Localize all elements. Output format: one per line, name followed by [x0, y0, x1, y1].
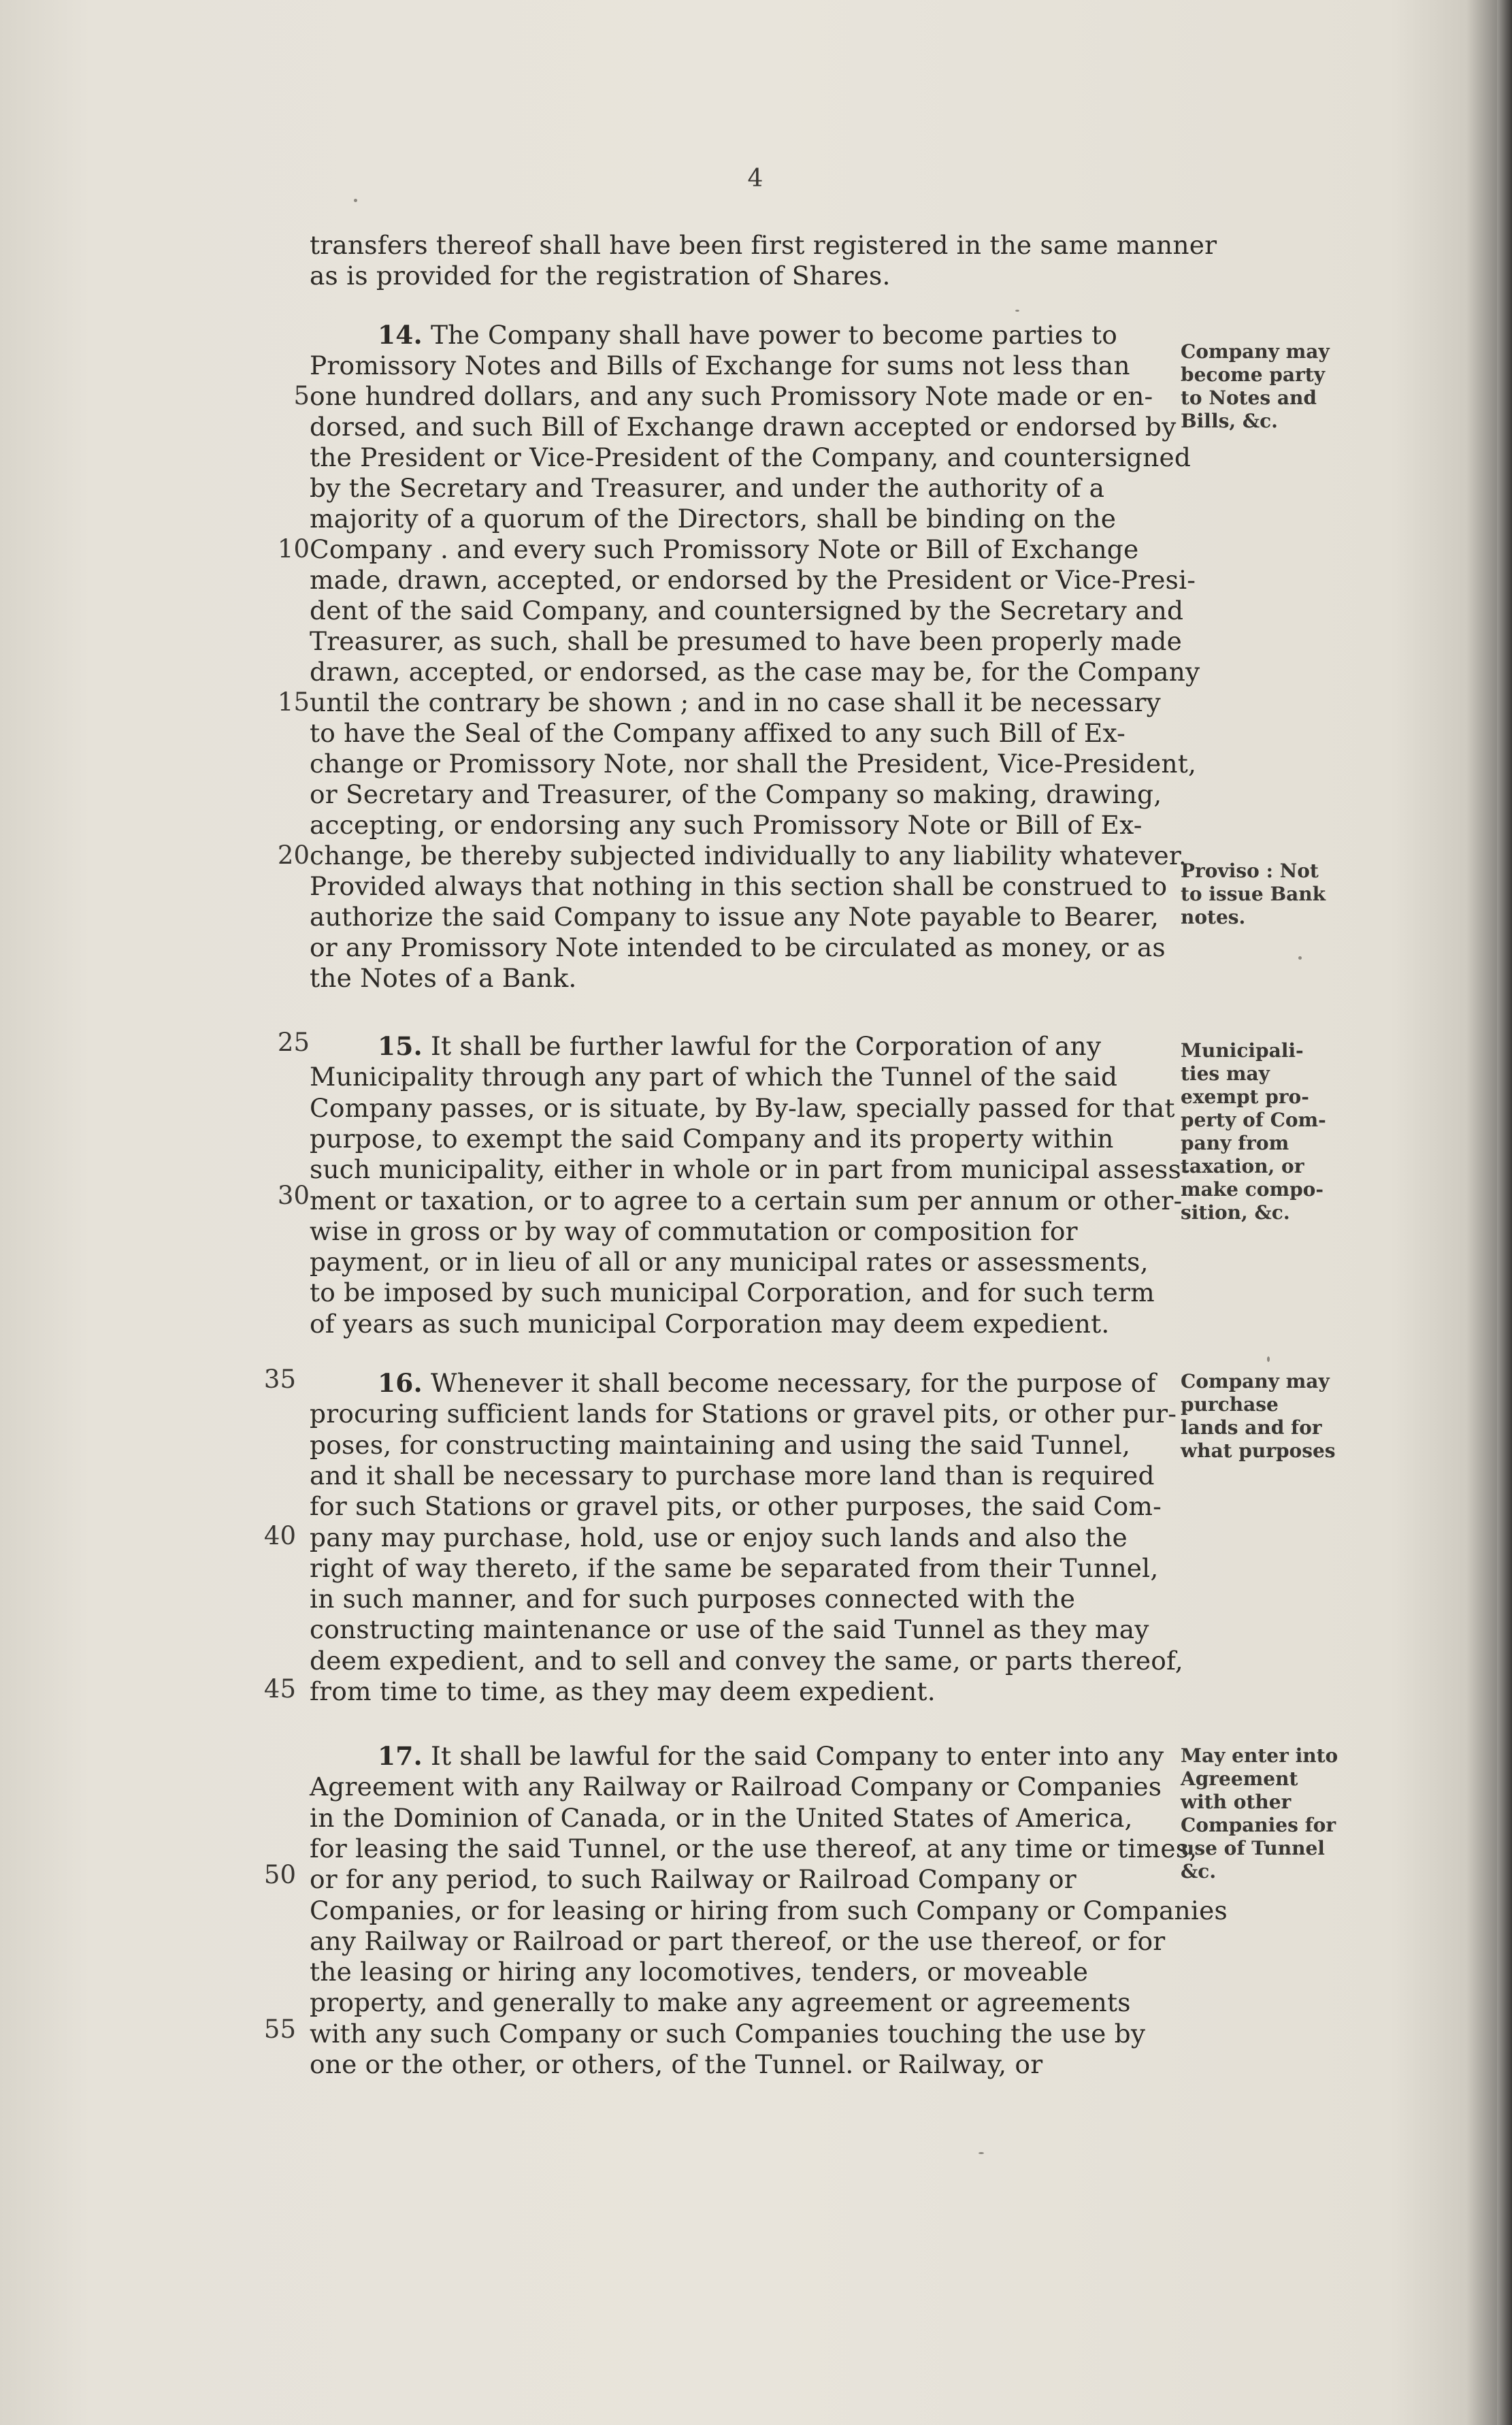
- section16-opening-text: Whenever it shall become necessary, for the purpose of: [422, 1368, 1156, 1398]
- line-number: 30: [277, 1181, 310, 1210]
- text-line: of years as such municipal Corporation may deem expedient.: [310, 1308, 1110, 1339]
- section15-opening-text: It shall be further lawful for the Corporation of any: [422, 1031, 1102, 1061]
- margin-note-line: Company may: [1181, 1370, 1330, 1393]
- margin-note-line: exempt pro-: [1181, 1086, 1309, 1108]
- paper-speck: [1298, 956, 1302, 960]
- margin-note-line: Proviso : Not: [1181, 860, 1319, 882]
- line-number: 45: [263, 1674, 296, 1704]
- text-line: or any Promissory Note intended to be circulated as money, or as: [310, 932, 1166, 962]
- section14-opening-text: The Company shall have power to become parties to: [422, 320, 1118, 350]
- book-spine-shadow: [1497, 0, 1512, 2425]
- text-line: transfers thereof shall have been first registered in the same manner: [310, 230, 1217, 260]
- text-line: for leasing the said Tunnel, or the use thereof, at any time or times,: [310, 1833, 1198, 1863]
- line-number: 25: [277, 1028, 310, 1057]
- text-line: deem expedient, and to sell and convey the same, or parts thereof,: [310, 1645, 1183, 1676]
- line-number: 10: [277, 534, 310, 564]
- text-line: Municipality through any part of which the Tunnel of the said: [310, 1062, 1118, 1092]
- text-line: until the contrary be shown ; and in no case shall it be necessary: [310, 687, 1161, 717]
- line-number: 5: [293, 381, 310, 410]
- margin-note-line: notes.: [1181, 906, 1246, 928]
- text-line: the President or Vice-President of the Company, and countersigned: [310, 442, 1191, 472]
- margin-note-line: to issue Bank: [1181, 883, 1326, 905]
- margin-note-line: purchase: [1181, 1393, 1279, 1416]
- text-line: ment or taxation, or to agree to a certain sum per annum or other-: [310, 1185, 1183, 1216]
- text-line: procuring sufficient lands for Stations or gravel pits, or other pur-: [310, 1399, 1177, 1429]
- margin-note-s17_note: [1181, 1744, 1338, 1883]
- line-number: 50: [263, 1860, 296, 1889]
- text-line: made, drawn, accepted, or endorsed by the President or Vice-Presi-: [310, 565, 1196, 595]
- text-line: pany may purchase, hold, use or enjoy such lands and also the: [310, 1522, 1128, 1552]
- section14-first-line: [378, 320, 1117, 350]
- section17-opening-text: It shall be lawful for the said Company to enter into any: [422, 1741, 1164, 1771]
- text-line: purpose, to exempt the said Company and its property within: [310, 1123, 1114, 1154]
- text-line: constructing maintenance or use of the said Tunnel as they may: [310, 1614, 1149, 1645]
- line-number: 20: [277, 841, 310, 870]
- margin-note-line: Company may: [1181, 340, 1330, 363]
- text-line: Provided always that nothing in this section shall be construed to: [310, 871, 1168, 901]
- text-line: by the Secretary and Treasurer, and under the authority of a: [310, 473, 1105, 503]
- text-line: Treasurer, as such, shall be presumed to have been properly made: [310, 626, 1183, 656]
- margin-note-line: pany from: [1181, 1132, 1289, 1154]
- text-line: drawn, accepted, or endorsed, as the case may be, for the Company: [310, 657, 1200, 687]
- text-line: Companies, or for leasing or hiring from such Company or Companies: [310, 1895, 1228, 1925]
- text-line: property, and generally to make any agreement or agreements: [310, 1987, 1131, 2018]
- text-line: poses, for constructing maintaining and using the said Tunnel,: [310, 1429, 1131, 1460]
- margin-note-line: use of Tunnel: [1181, 1837, 1325, 1859]
- section16-number: 16.: [378, 1368, 423, 1398]
- line-number: 40: [263, 1521, 296, 1550]
- margin-note-line: Bills, &c.: [1181, 410, 1278, 432]
- margin-note-line: Agreement: [1181, 1768, 1298, 1790]
- margin-note-line: to Notes and: [1181, 387, 1317, 409]
- section17-first-line: [378, 1741, 1164, 1771]
- text-line: as is provided for the registration of Shares.: [310, 261, 891, 291]
- margin-note-s16_note: [1181, 1370, 1336, 1463]
- text-line: change or Promissory Note, nor shall the President, Vice-President,: [310, 749, 1197, 779]
- paper-speck: [979, 2152, 984, 2154]
- margin-note-line: become party: [1181, 363, 1325, 386]
- margin-note-line: lands and for: [1181, 1416, 1322, 1439]
- section15-first-line: [378, 1031, 1101, 1061]
- paper-speck: [354, 199, 357, 202]
- line-number: 15: [277, 687, 310, 717]
- text-line: any Railway or Railroad or part thereof, or the use thereof, or for: [310, 1925, 1166, 1956]
- text-line: or for any period, to such Railway or Railroad Company or: [310, 1864, 1077, 1895]
- line-number: 35: [263, 1365, 296, 1394]
- margin-note-line: make compo-: [1181, 1178, 1324, 1201]
- text-line: or Secretary and Treasurer, of the Company so making, drawing,: [310, 779, 1162, 809]
- text-line: wise in gross or by way of commutation or composition for: [310, 1216, 1078, 1246]
- margin-note-s15_note: [1181, 1039, 1326, 1224]
- text-line: for such Stations or gravel pits, or other purposes, the said Com-: [310, 1491, 1162, 1522]
- line-number: 55: [263, 2015, 296, 2044]
- text-line: payment, or in lieu of all or any municipal rates or assessments,: [310, 1247, 1149, 1277]
- text-line: right of way thereto, if the same be separated from their Tunnel,: [310, 1552, 1159, 1583]
- section17-number: 17.: [378, 1741, 423, 1771]
- section15-number: 15.: [378, 1031, 423, 1061]
- section16-first-line: [378, 1368, 1156, 1398]
- text-line: Company . and every such Promissory Note or Bill of Exchange: [310, 534, 1139, 564]
- text-line: dent of the said Company, and countersigned by the Secretary and: [310, 596, 1184, 625]
- margin-note-s14_note: [1181, 340, 1330, 433]
- margin-note-line: Companies for: [1181, 1814, 1336, 1836]
- text-line: Promissory Notes and Bills of Exchange for sums not less than: [310, 351, 1130, 380]
- text-line: one or the other, or others, of the Tunnel. or Railway, or: [310, 2049, 1043, 2079]
- text-line: in such manner, and for such purposes connected with the: [310, 1584, 1076, 1614]
- text-line: and it shall be necessary to purchase more land than is required: [310, 1460, 1155, 1491]
- text-line: Agreement with any Railway or Railroad Company or Companies: [310, 1772, 1162, 1802]
- margin-note-line: sition, &c.: [1181, 1201, 1290, 1224]
- text-line: the leasing or hiring any locomotives, tenders, or moveable: [310, 1957, 1089, 1987]
- paper-speck: [1015, 310, 1019, 312]
- text-line: in the Dominion of Canada, or in the United States of America,: [310, 1802, 1133, 1833]
- text-line: change, be thereby subjected individually to any liability whatever.: [310, 841, 1187, 870]
- margin-note-line: taxation, or: [1181, 1155, 1304, 1177]
- margin-note-line: ties may: [1181, 1062, 1270, 1085]
- page-number: 4: [747, 165, 763, 193]
- text-line: to be imposed by such municipal Corporation, and for such term: [310, 1277, 1155, 1308]
- margin-note-proviso_note: [1181, 860, 1326, 929]
- text-line: Company passes, or is situate, by By-law, specially passed for that: [310, 1092, 1175, 1123]
- margin-note-line: with other: [1181, 1791, 1292, 1813]
- text-line: accepting, or endorsing any such Promissory Note or Bill of Ex-: [310, 810, 1143, 840]
- margin-note-line: &c.: [1181, 1860, 1217, 1883]
- text-line: majority of a quorum of the Directors, shall be binding on the: [310, 504, 1117, 534]
- paper-speck: [1267, 1356, 1270, 1362]
- text-line: authorize the said Company to issue any Note payable to Bearer,: [310, 902, 1160, 932]
- text-line: with any such Company or such Companies touching the use by: [310, 2018, 1146, 2049]
- text-line: the Notes of a Bank.: [310, 963, 577, 993]
- margin-note-line: perty of Com-: [1181, 1109, 1326, 1131]
- text-line: from time to time, as they may deem expedient.: [310, 1676, 936, 1706]
- text-line: such municipality, either in whole or in part from municipal assess-: [310, 1154, 1190, 1185]
- text-line: dorsed, and such Bill of Exchange drawn accepted or endorsed by: [310, 412, 1177, 442]
- margin-note-line: May enter into: [1181, 1744, 1338, 1767]
- margin-note-line: what purposes: [1181, 1439, 1336, 1462]
- margin-note-line: Municipali-: [1181, 1039, 1304, 1062]
- section14-number: 14.: [378, 320, 423, 350]
- text-line: to have the Seal of the Company affixed to any such Bill of Ex-: [310, 718, 1126, 748]
- text-line: one hundred dollars, and any such Promissory Note made or en-: [310, 381, 1153, 411]
